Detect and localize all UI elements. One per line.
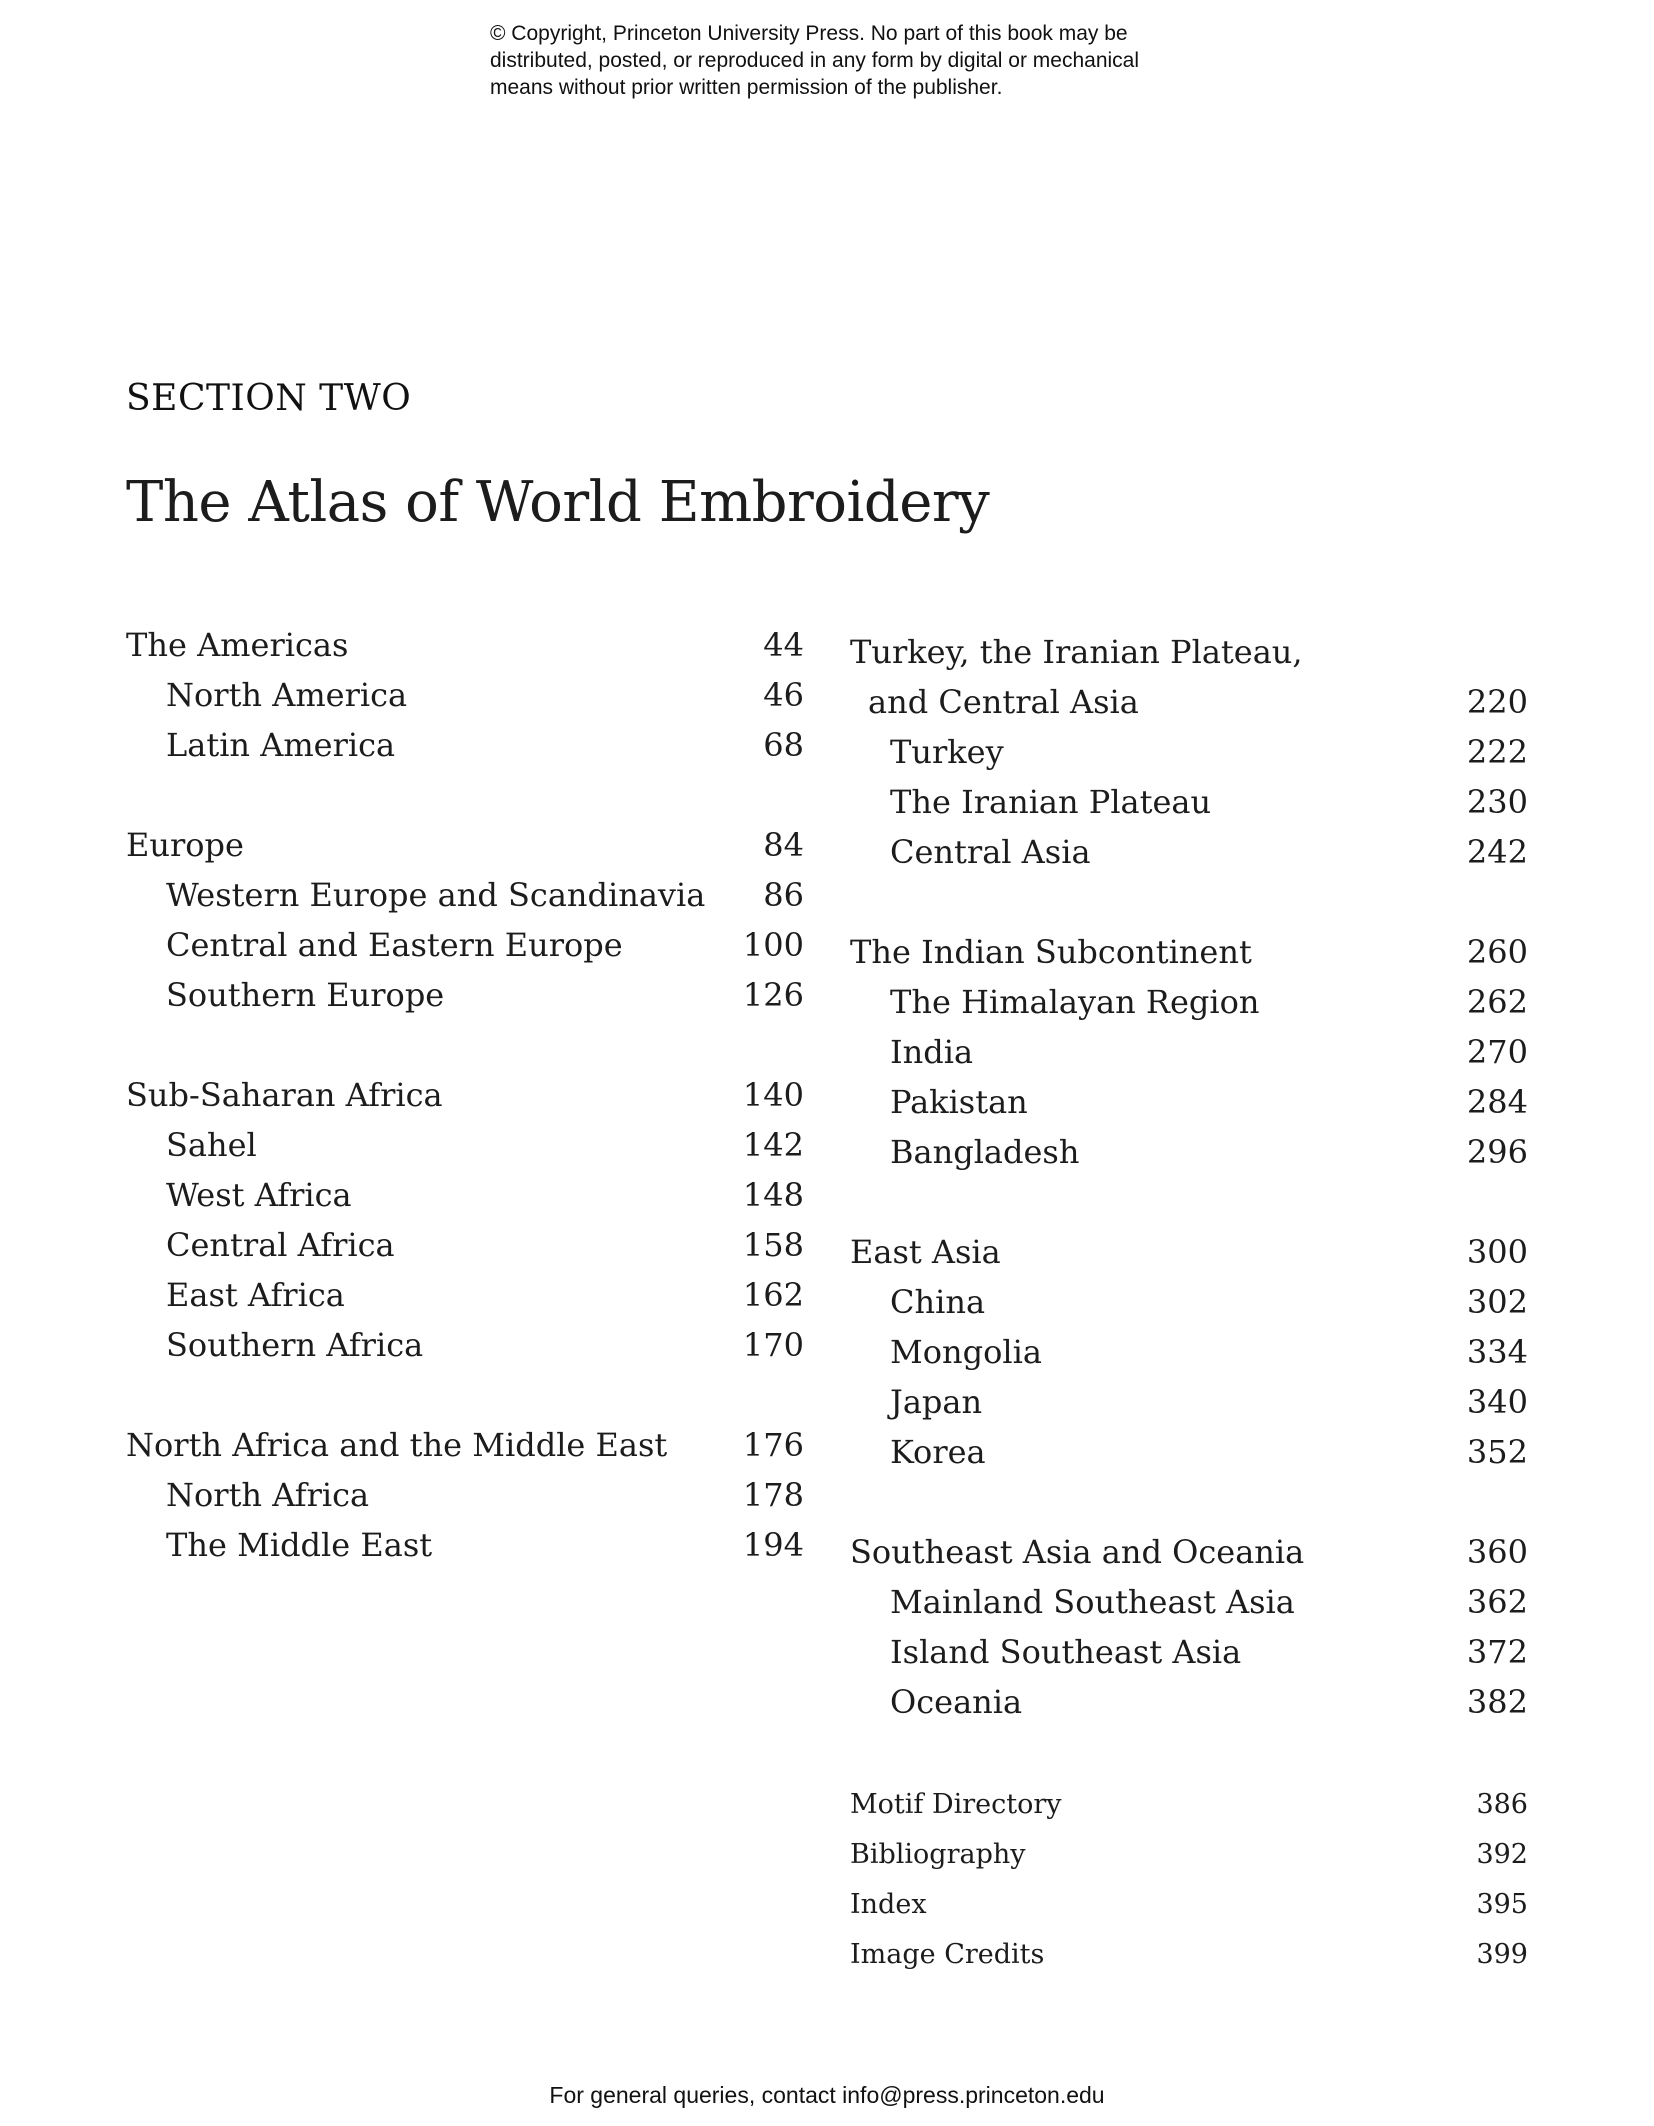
- toc-entry-title: The Middle East: [166, 1526, 433, 1564]
- toc-entry-continuation[interactable]: [850, 677, 1528, 727]
- toc-entry-title: Bangladesh: [890, 1133, 1080, 1171]
- copyright-line: means without prior written permission of the publisher.: [490, 76, 1003, 99]
- spacer: [126, 1020, 804, 1070]
- toc-entry-page: 262: [1466, 983, 1528, 1021]
- spacer: [850, 1177, 1528, 1227]
- toc-entry-page: 46: [763, 676, 804, 714]
- toc-entry-page: 142: [742, 1126, 804, 1164]
- toc-entry-page: 360: [1466, 1533, 1528, 1571]
- spacer: [126, 770, 804, 820]
- toc-entry-page: 386: [1476, 1789, 1528, 1820]
- copyright-line: distributed, posted, or reproduced in any form by digital or mechanical: [490, 49, 1140, 72]
- toc-entry-page: 68: [763, 726, 804, 764]
- toc-entry-page: 84: [763, 826, 804, 864]
- toc-left-column: [126, 620, 804, 1570]
- page-title: The Atlas of World Embroidery: [126, 470, 990, 535]
- toc-entry-title: North America: [166, 676, 408, 714]
- toc-subentry[interactable]: [126, 1270, 804, 1320]
- toc-subentry[interactable]: [126, 1470, 804, 1520]
- toc-entry-title: Image Credits: [850, 1939, 1045, 1970]
- back-matter-entry[interactable]: [850, 1880, 1528, 1930]
- toc-entry-title: Bibliography: [850, 1839, 1026, 1870]
- toc-entry-title: Western Europe and Scandinavia: [166, 876, 706, 914]
- toc-entry-page: 270: [1466, 1033, 1528, 1071]
- toc-subentry[interactable]: [850, 1327, 1528, 1377]
- toc-subentry[interactable]: [850, 727, 1528, 777]
- toc-entry-title: Pakistan: [890, 1083, 1028, 1121]
- toc-entry-page: 44: [763, 626, 804, 664]
- toc-entry-page: 126: [742, 976, 804, 1014]
- toc-subentry[interactable]: [850, 977, 1528, 1027]
- spacer: [850, 877, 1528, 927]
- toc-entry-page: 340: [1466, 1383, 1528, 1421]
- toc-entry-page: 392: [1476, 1839, 1528, 1870]
- toc-entry-title: Southern Africa: [166, 1326, 424, 1364]
- toc-subentry[interactable]: [850, 777, 1528, 827]
- toc-entry[interactable]: [126, 1070, 804, 1120]
- toc-entry-page: 100: [742, 926, 804, 964]
- toc-subentry[interactable]: [126, 1170, 804, 1220]
- toc-subentry[interactable]: [850, 1277, 1528, 1327]
- toc-subentry[interactable]: [126, 1320, 804, 1370]
- toc-entry-title: Island Southeast Asia: [890, 1633, 1242, 1671]
- toc-subentry[interactable]: [126, 1520, 804, 1570]
- toc-entry-title: and Central Asia: [868, 683, 1139, 721]
- toc-entry-page: 296: [1466, 1133, 1528, 1171]
- toc-entry-title: Sub-Saharan Africa: [126, 1076, 443, 1114]
- toc-subentry[interactable]: [850, 1377, 1528, 1427]
- toc-entry-page: 395: [1476, 1889, 1528, 1920]
- toc-subentry[interactable]: [126, 720, 804, 770]
- toc-entry-title: Europe: [126, 826, 244, 864]
- back-matter-entry[interactable]: [850, 1830, 1528, 1880]
- toc-entry-page: 222: [1466, 733, 1528, 771]
- toc-subentry[interactable]: [126, 1220, 804, 1270]
- toc-subentry[interactable]: [850, 1627, 1528, 1677]
- toc-entry-page: 300: [1466, 1233, 1528, 1271]
- toc-right-column: [850, 627, 1528, 1727]
- toc-entry-title: Southern Europe: [166, 976, 445, 1014]
- spacer: [850, 1477, 1528, 1527]
- toc-entry-title: Central Asia: [890, 833, 1091, 871]
- toc-entry-title: The Americas: [126, 626, 349, 664]
- toc-entry[interactable]: [850, 927, 1528, 977]
- toc-entry-title: Motif Directory: [850, 1789, 1062, 1820]
- toc-entry-page: 242: [1466, 833, 1528, 871]
- toc-entry-page: 362: [1466, 1583, 1528, 1621]
- toc-entry-title: Latin America: [166, 726, 396, 764]
- toc-entry-page: 158: [742, 1226, 804, 1264]
- toc-subentry[interactable]: [850, 1127, 1528, 1177]
- toc-entry-page: 86: [763, 876, 804, 914]
- toc-subentry[interactable]: [126, 1120, 804, 1170]
- toc-subentry[interactable]: [126, 970, 804, 1020]
- toc-entry[interactable]: [850, 627, 1528, 677]
- spacer: [126, 1370, 804, 1420]
- toc-entry-title: The Indian Subcontinent: [850, 933, 1252, 971]
- back-matter: [850, 1780, 1528, 1980]
- toc-entry-title: Japan: [890, 1383, 983, 1421]
- toc-entry[interactable]: [126, 620, 804, 670]
- toc-subentry[interactable]: [126, 870, 804, 920]
- toc-entry-page: 220: [1466, 683, 1528, 721]
- toc-entry-title: North Africa: [166, 1476, 370, 1514]
- toc-entry-title: Korea: [890, 1433, 986, 1471]
- toc-entry-title: East Asia: [850, 1233, 1001, 1271]
- toc-entry-title: Central Africa: [166, 1226, 395, 1264]
- toc-entry-title: China: [890, 1283, 986, 1321]
- toc-entry-page: 372: [1466, 1633, 1528, 1671]
- toc-entry-page: 399: [1476, 1939, 1528, 1970]
- toc-entry[interactable]: [126, 820, 804, 870]
- toc-entry-title: Index: [850, 1889, 927, 1920]
- toc-entry-title: Mainland Southeast Asia: [890, 1583, 1295, 1621]
- toc-entry-page: 334: [1466, 1333, 1528, 1371]
- toc-entry-page: 284: [1466, 1083, 1528, 1121]
- toc-subentry[interactable]: [850, 1577, 1528, 1627]
- toc-entry-page: 148: [742, 1176, 804, 1214]
- toc-entry[interactable]: [850, 1227, 1528, 1277]
- back-matter-entry[interactable]: [850, 1780, 1528, 1830]
- toc-entry-page: 170: [742, 1326, 804, 1364]
- toc-subentry[interactable]: [126, 920, 804, 970]
- toc-entry-title: The Iranian Plateau: [890, 783, 1212, 821]
- toc-subentry[interactable]: [126, 670, 804, 720]
- toc-entry-title: East Africa: [166, 1276, 345, 1314]
- copyright-line: © Copyright, Princeton University Press. No part of this book may be: [490, 22, 1128, 45]
- footer-contact: For general queries, contact info@press.princeton.edu: [549, 2082, 1105, 2108]
- toc-entry-title: Sahel: [166, 1126, 257, 1164]
- toc-entry-title: The Himalayan Region: [890, 983, 1260, 1021]
- back-matter-entry[interactable]: [850, 1930, 1528, 1980]
- toc-entry-title: India: [890, 1033, 974, 1071]
- toc-subentry[interactable]: [850, 1027, 1528, 1077]
- section-label: SECTION TWO: [126, 378, 412, 419]
- toc-subentry[interactable]: [850, 1677, 1528, 1727]
- toc-entry[interactable]: [126, 1420, 804, 1470]
- toc-entry-page: 162: [742, 1276, 804, 1314]
- copyright-notice: [490, 20, 1210, 101]
- toc-entry-title: Turkey: [890, 733, 1004, 771]
- toc-entry-page: 352: [1466, 1433, 1528, 1471]
- toc-entry-page: 178: [742, 1476, 804, 1514]
- toc-entry[interactable]: [850, 1527, 1528, 1577]
- toc-subentry[interactable]: [850, 1427, 1528, 1477]
- toc-entry-title: Turkey, the Iranian Plateau,: [850, 633, 1303, 671]
- toc-entry-page: 176: [742, 1426, 804, 1464]
- toc-entry-title: Oceania: [890, 1683, 1023, 1721]
- toc-entry-page: 260: [1466, 933, 1528, 971]
- toc-entry-page: 382: [1466, 1683, 1528, 1721]
- toc-entry-title: West Africa: [166, 1176, 352, 1214]
- toc-entry-page: 302: [1466, 1283, 1528, 1321]
- toc-entry-title: Central and Eastern Europe: [166, 926, 623, 964]
- toc-subentry[interactable]: [850, 827, 1528, 877]
- toc-entry-page: 194: [742, 1526, 804, 1564]
- toc-entry-title: Mongolia: [890, 1333, 1042, 1371]
- toc-entry-page: 140: [742, 1076, 804, 1114]
- toc-entry-page: 230: [1466, 783, 1528, 821]
- toc-entry-title: North Africa and the Middle East: [126, 1426, 668, 1464]
- toc-subentry[interactable]: [850, 1077, 1528, 1127]
- toc-entry-title: Southeast Asia and Oceania: [850, 1533, 1305, 1571]
